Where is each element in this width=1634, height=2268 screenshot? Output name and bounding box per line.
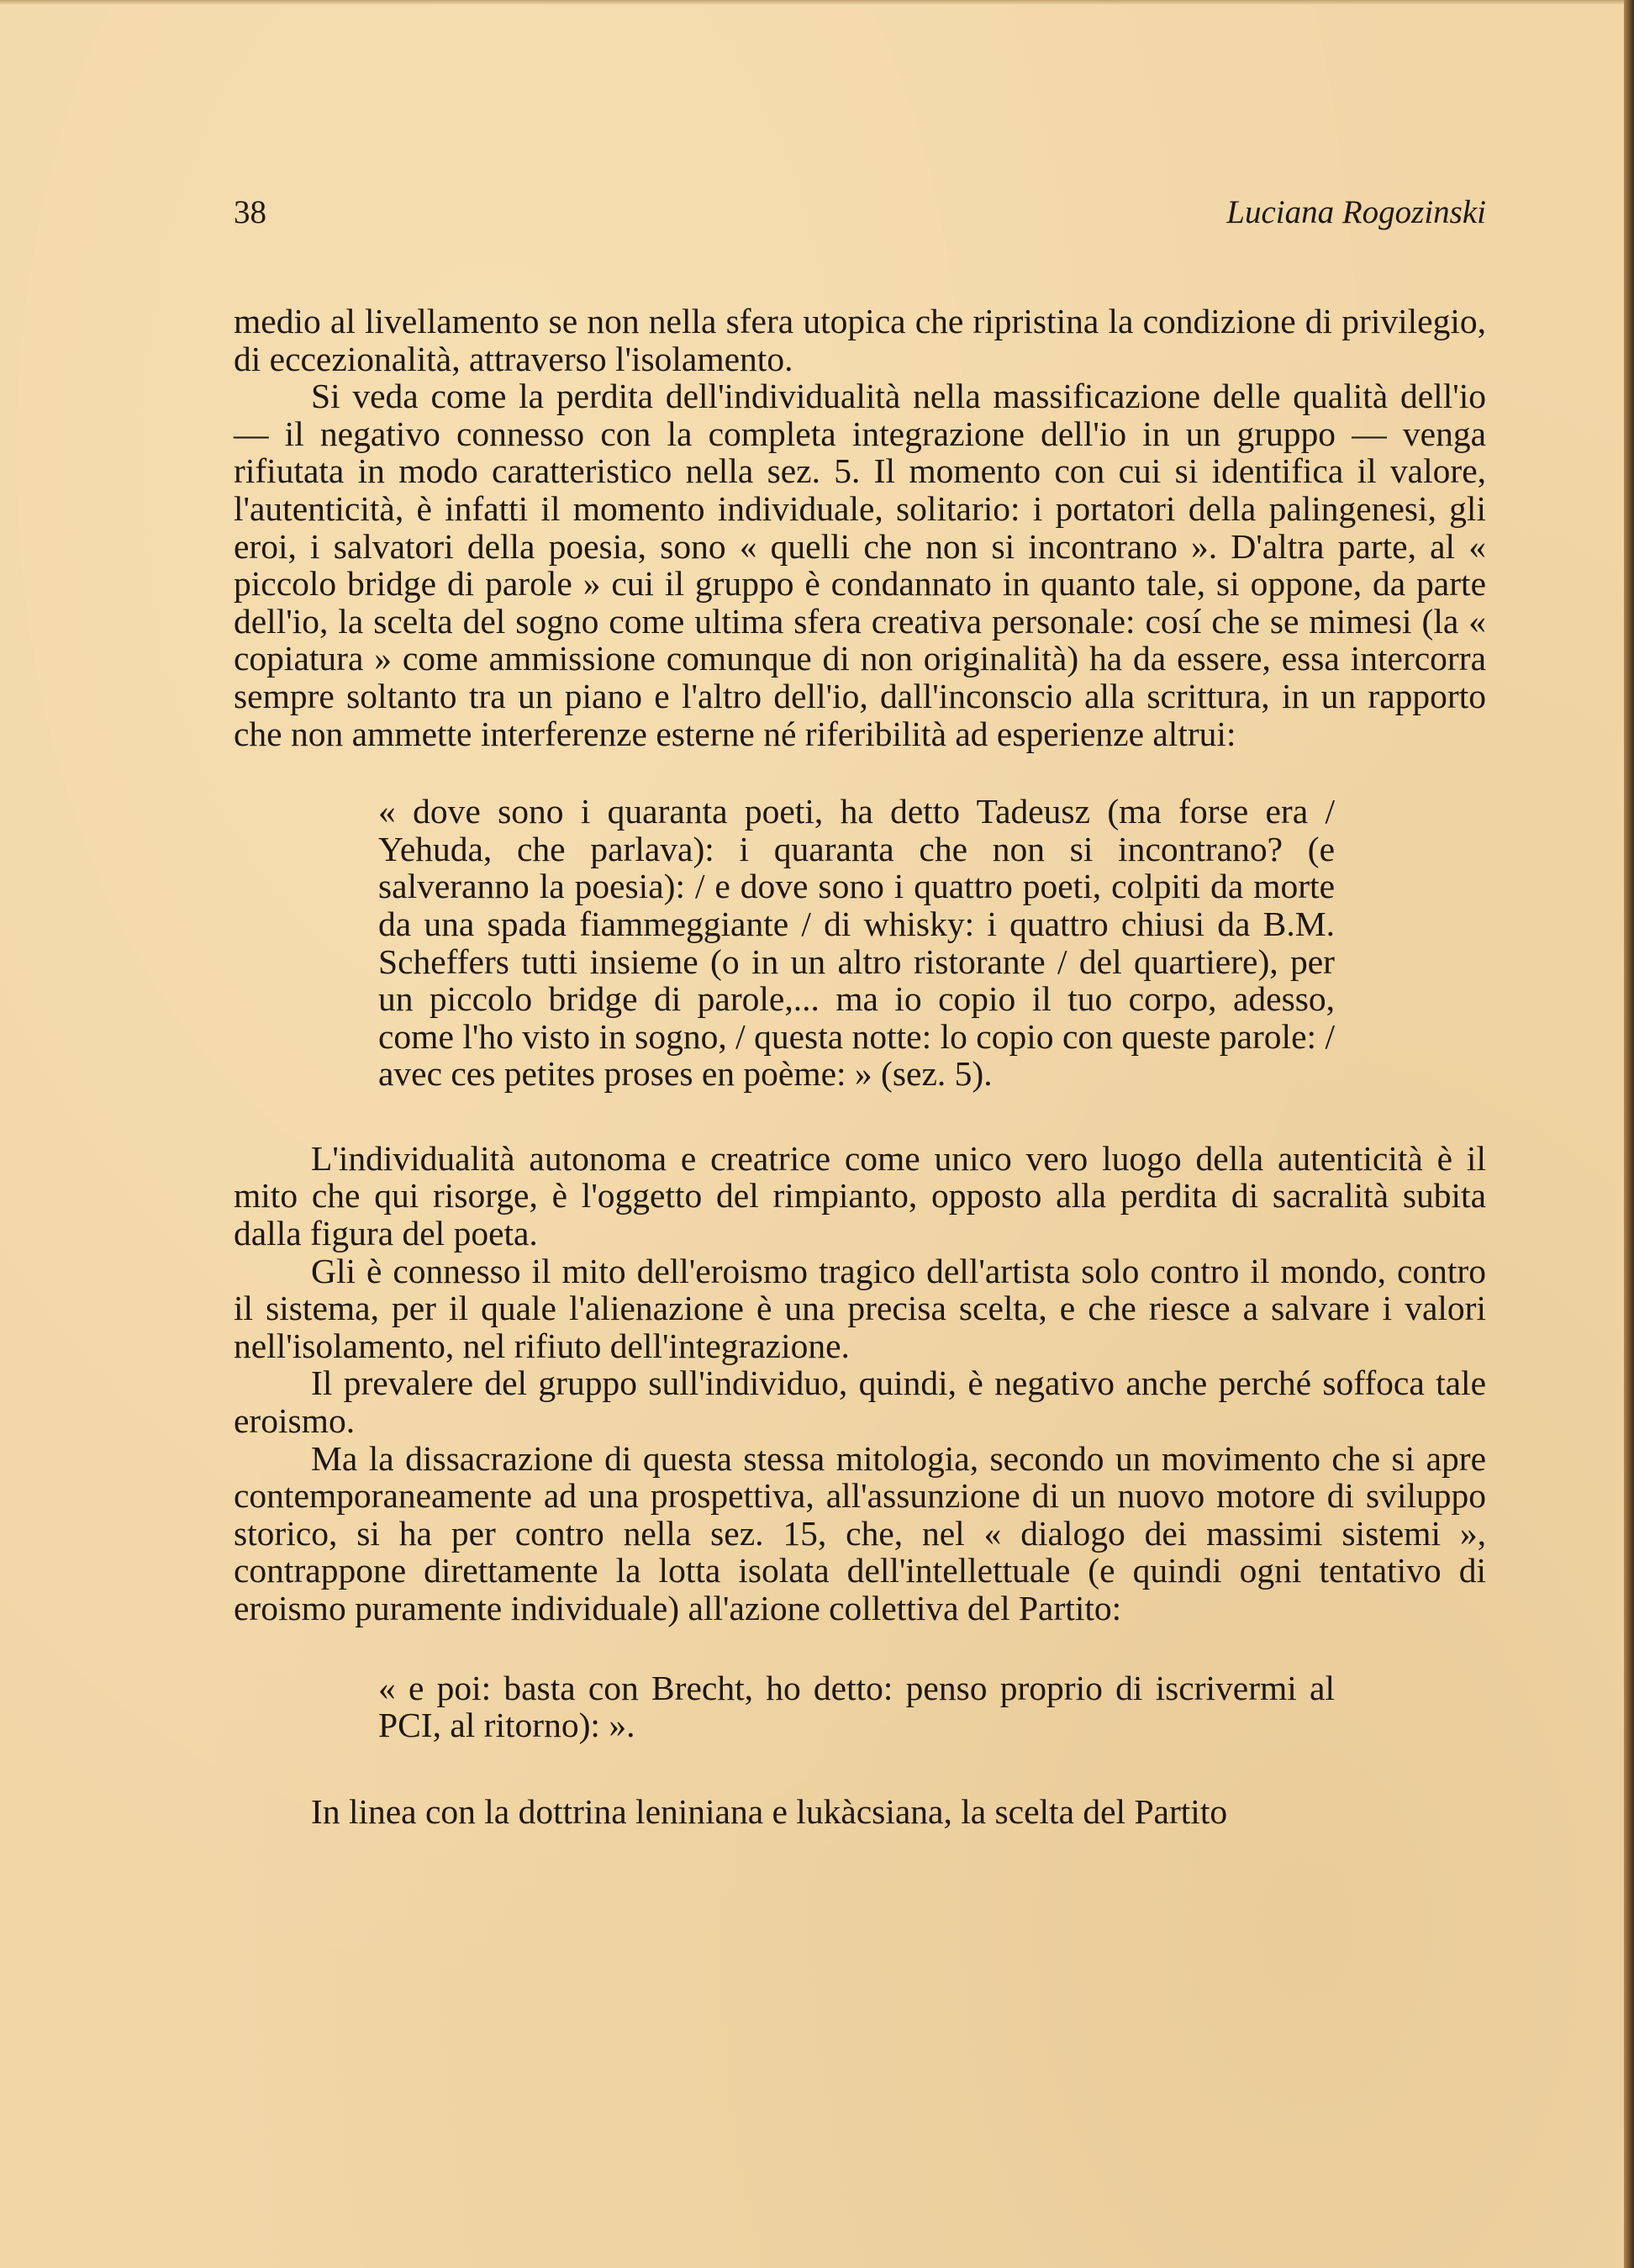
- paragraph: Ma la dissacrazione di questa stessa mitologia, secondo un movimento che si apre contemporaneamente ad una prospettiva, all'assunzione di un nuovo motore di sviluppo storico, si ha per contro nella sez. 15, che, nel « dialogo dei massimi sistemi », contrappone direttamente la lotta isolata dell'intellettuale (e quindi ogni tentativo di eroismo puramente individuale) all'azione collettiva del Partito:: [234, 1438, 1486, 1627]
- body-text: [234, 1140, 1486, 1627]
- body-text: [234, 1793, 1486, 1831]
- paragraph: In linea con la dottrina leniniana e lukàcsiana, la scelta del Partito: [311, 1791, 1228, 1831]
- running-head: [234, 193, 1486, 240]
- running-head-author: Luciana Rogozinski: [1226, 194, 1486, 230]
- body-text: [234, 303, 1486, 752]
- paragraph: Si veda come la perdita dell'individualità nella massificazione delle qualità dell'io — il negativo connesso con la completa integrazione dell'io in un gruppo — venga rifiutata in modo caratteristico nella sez. 5. Il momento con cui si identifica il valore, l'autenticità, è infatti il momento individuale, solitario: i portatori della palingenesi, gli eroi, i salvatori della poesia, sono « quelli che non si incontrano ». D'altra parte, al « piccolo bridge di parole » cui il gruppo è condannato in quanto tale, si oppone, da parte dell'io, la scelta del sogno come ultima sfera creativa personale: cosí che se mimesi (la « copiatura » come ammissione comunque di non originalità) ha da essere, essa intercorra sempre soltanto tra un piano e l'altro dell'io, dall'inconscio alla scrittura, in un rapporto che non ammette interferenze esterne né riferibilità ad esperienze altrui:: [234, 377, 1486, 753]
- page-number: 38: [234, 194, 266, 230]
- block-quote: « dove sono i quaranta poeti, ha detto Tadeusz (ma forse era / Yehuda, che parlava): i quaranta che non si incontrano? (e salveranno la poesia): / e dove sono i quattro poeti, colpiti da morte da una spada fiammeggiante / di whisky: i quattro chiusi da B.M. Scheffers tutti insieme (o in un altro ristorante / del quartiere), per un piccolo bridge di parole,... ma io copio il tuo corpo, adesso, come l'ho visto in sogno, / questa notte: lo copio con queste parole: / avec ces petites proses en poème: » (sez. 5).: [378, 792, 1335, 1094]
- block-quote: « e poi: basta con Brecht, ho detto: penso proprio di iscrivermi al PCI, al ritorno): ».: [378, 1668, 1335, 1745]
- page-top-edge: [0, 0, 1634, 5]
- paragraph: Il prevalere del gruppo sull'individuo, quindi, è negativo anche perché soffoca tale eroismo.: [234, 1363, 1486, 1441]
- page-binding-edge: [1624, 0, 1634, 2268]
- paragraph-continued: medio al livellamento se non nella sfera utopica che ripristina la condizione di privilegio, di eccezionalità, attraverso l'isolamento.: [234, 302, 1486, 378]
- book-page: [234, 193, 1486, 1830]
- paragraph: Gli è connesso il mito dell'eroismo tragico dell'artista solo contro il mondo, contro il sistema, per il quale l'alienazione è una precisa scelta, e che riesce a salvare i valori nell'isolamento, nel rifiuto dell'integrazione.: [234, 1251, 1486, 1365]
- paragraph: L'individualità autonoma e creatrice come unico vero luogo della autenticità è il mito che qui risorge, è l'oggetto del rimpianto, opposto alla perdita di sacralità subita dalla figura del poeta.: [234, 1138, 1486, 1253]
